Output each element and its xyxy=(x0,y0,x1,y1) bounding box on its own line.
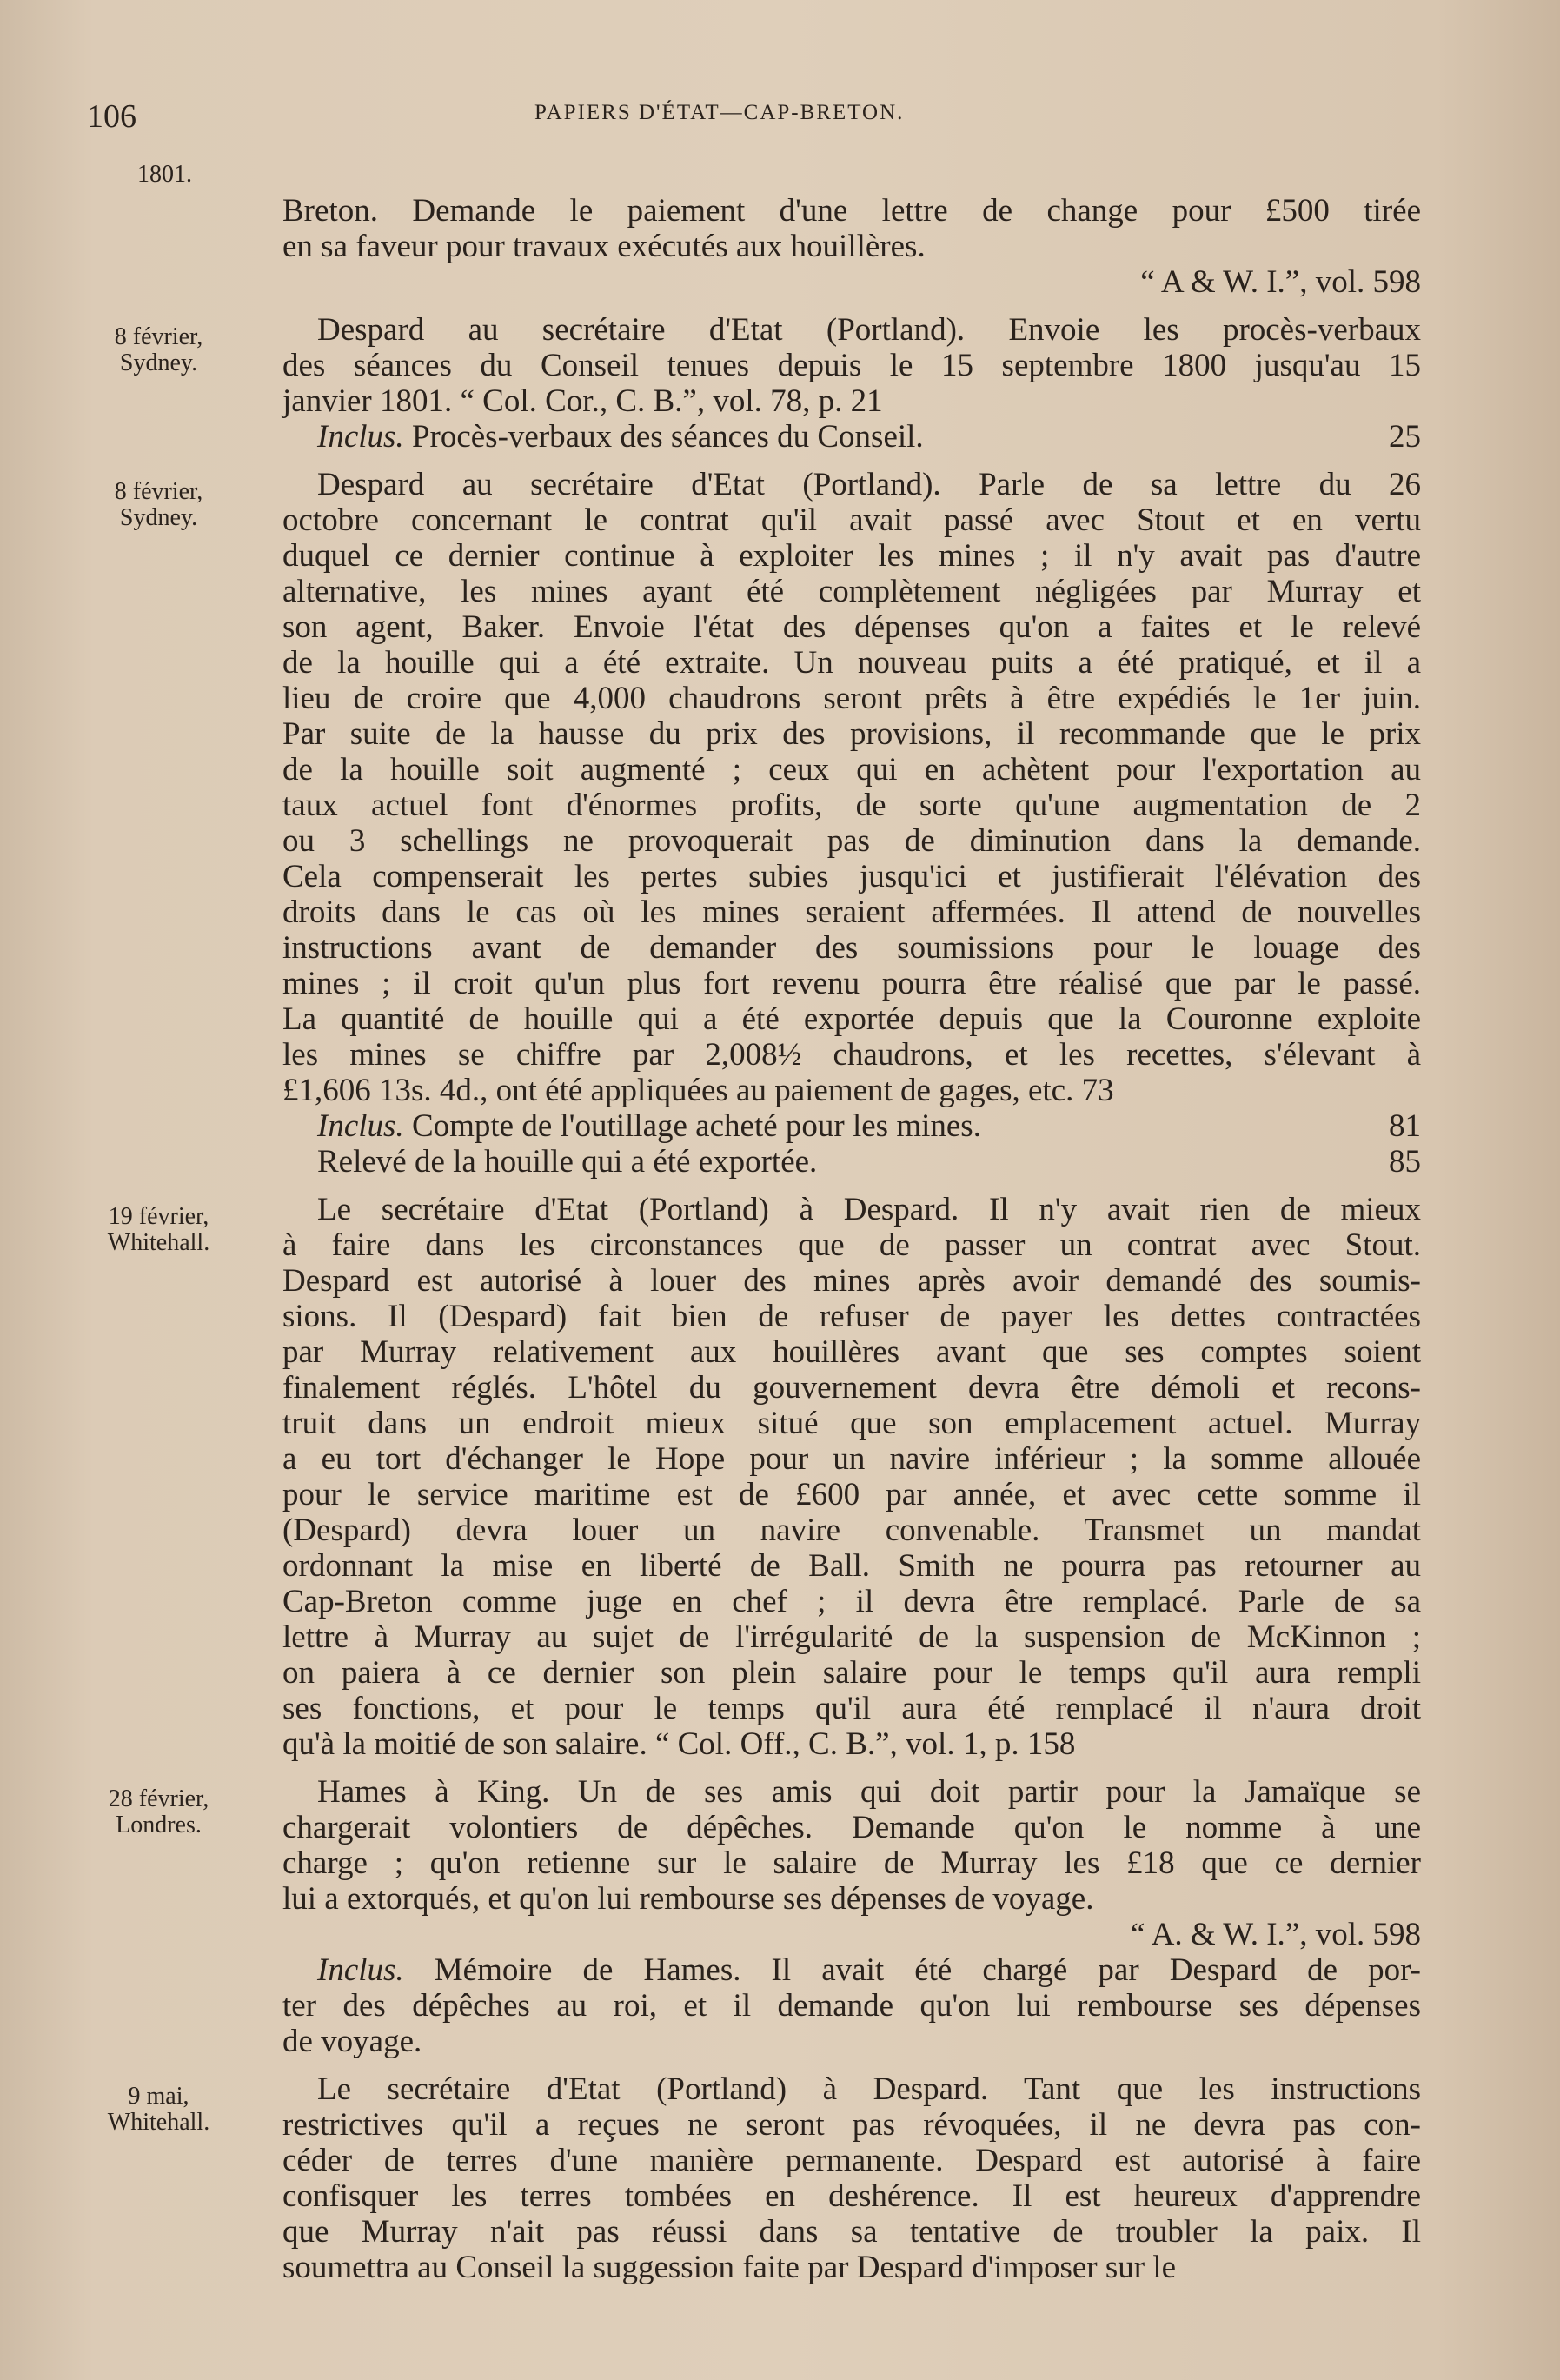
text-line: de la houille qui a été extraite. Un nouveau puits a été pratiqué, et il a xyxy=(282,645,1421,681)
enclosure-page: 85 xyxy=(1389,1144,1421,1180)
enclosure-text: de voyage. xyxy=(282,2024,422,2059)
enclosure-text: Compte de l'outillage acheté pour les mines. xyxy=(411,1108,981,1144)
archive-reference: “ A & W. I.”, vol. 598 xyxy=(1140,264,1421,300)
calendar-entry xyxy=(78,193,1486,300)
entry-date xyxy=(78,2084,239,2136)
enclosure-label: Inclus. xyxy=(317,1108,404,1144)
text-line: ses fonctions, et pour le temps qu'il aura été remplacé il n'aura droit xyxy=(282,1691,1421,1726)
text-line: instructions avant de demander des soumissions pour le louage des xyxy=(282,930,1421,966)
text-line: taux actuel font d'énormes profits, de sorte qu'une augmentation de 2 xyxy=(282,788,1421,823)
calendar-entry xyxy=(78,2071,1486,2285)
text-line: lettre à Murray au sujet de l'irrégularité de la suspension de McKinnon ; xyxy=(282,1619,1421,1655)
enclosure-line xyxy=(282,1108,1421,1144)
entry-date xyxy=(78,479,239,531)
text-line: sions. Il (Despard) fait bien de refuser de payer les dettes contractées xyxy=(282,1299,1421,1334)
text-line: Despard au secrétaire d'Etat (Portland). Parle de sa lettre du 26 xyxy=(317,467,1421,502)
enclosure-desc xyxy=(317,419,924,455)
text-line: mines ; il croit qu'un plus fort revenu pourra être réalisé que par le passé. xyxy=(282,966,1421,1001)
entry-text xyxy=(282,193,1421,300)
running-head: PAPIERS D'ÉTAT—CAP-BRETON. xyxy=(534,101,905,124)
enclosure-page: 81 xyxy=(1389,1108,1421,1144)
text-line: Despard au secrétaire d'Etat (Portland). Envoie les procès-verbaux xyxy=(317,312,1421,348)
text-line: en sa faveur pour travaux exécutés aux houillères. xyxy=(282,229,926,264)
text-line: on paiera à ce dernier son plein salaire pour le temps qu'il aura rempli xyxy=(282,1655,1421,1691)
text-line: (Despard) devra louer un navire convenable. Transmet un mandat xyxy=(282,1512,1421,1548)
entry-date-line: Sydney. xyxy=(119,349,198,376)
text-line: Cap-Breton comme juge en chef ; il devra être remplacé. Parle de sa xyxy=(282,1584,1421,1619)
enclosure-text: Relevé de la houille qui a été exportée. xyxy=(317,1144,818,1180)
text-line xyxy=(282,1952,1421,1988)
text-line: ou 3 schellings ne provoquerait pas de diminution dans la demande. xyxy=(282,823,1421,859)
text-line: charge ; qu'on retienne sur le salaire de Murray les £18 que ce dernier xyxy=(282,1845,1421,1881)
entry-date xyxy=(78,324,239,376)
entry-date-line: 9 mai, xyxy=(128,2083,189,2110)
text-line: les mines se chiffre par 2,008½ chaudrons, et les recettes, s'élevant à xyxy=(282,1037,1421,1073)
page-number: 106 xyxy=(87,98,136,135)
text-line: lui a extorqués, et qu'on lui rembourse ses dépenses de voyage. xyxy=(282,1881,1094,1917)
text-line: droits dans le cas où les mines seraient affermées. Il attend de nouvelles xyxy=(282,894,1421,930)
text-line: a eu tort d'échanger le Hope pour un navire inférieur ; la somme allouée xyxy=(282,1441,1421,1477)
text-line: octobre concernant le contrat qu'il avait passé avec Stout et en vertu xyxy=(282,502,1421,538)
entry-date-line: Sydney. xyxy=(119,504,198,531)
calendar-entries xyxy=(78,193,1486,2297)
text-line: Despard est autorisé à louer des mines après avoir demandé des soumis- xyxy=(282,1263,1421,1299)
text-line: Breton. Demande le paiement d'une lettre de change pour £500 tirée xyxy=(282,193,1421,229)
text-line xyxy=(282,1988,1421,2024)
text-line: confisquer les terres tombées en deshérence. Il est heureux d'apprendre xyxy=(282,2178,1421,2214)
enclosure-desc xyxy=(317,1144,817,1180)
entry-date xyxy=(78,1786,239,1838)
text-line: soumettra au Conseil la suggession faite par Despard d'imposer sur le xyxy=(282,2250,1177,2285)
text-line: La quantité de houille qui a été exportée depuis que la Couronne exploite xyxy=(282,1001,1421,1037)
page-header xyxy=(87,97,1473,141)
enclosure-desc xyxy=(317,1108,981,1144)
enclosure-text: Mémoire de Hames. Il avait été chargé par Despard de por- xyxy=(434,1952,1421,1988)
text-line: £1,606 13s. 4d., ont été appliquées au paiement de gages, etc. 73 xyxy=(282,1073,1114,1108)
text-line: de la houille soit augmenté ; ceux qui en achètent pour l'exportation au xyxy=(282,752,1421,788)
text-line: son agent, Baker. Envoie l'état des dépenses qu'on a faites et le relevé xyxy=(282,609,1421,645)
text-line: janvier 1801. “ Col. Cor., C. B.”, vol. 78, p. 21 xyxy=(282,383,883,419)
entry-date-line: 8 février, xyxy=(114,478,203,505)
calendar-entry xyxy=(78,1192,1486,1762)
enclosure-label: Inclus. xyxy=(317,419,404,455)
entry-text xyxy=(282,2071,1421,2285)
text-line: qu'à la moitié de son salaire. “ Col. Off., C. B.”, vol. 1, p. 158 xyxy=(282,1726,1076,1762)
text-line: finalement réglés. L'hôtel du gouvernement devra être démoli et recons- xyxy=(282,1370,1421,1406)
text-line: duquel ce dernier continue à exploiter les mines ; il n'y avait pas d'autre xyxy=(282,538,1421,574)
text-line: chargerait volontiers de dépêches. Demande qu'on le nomme à une xyxy=(282,1810,1421,1845)
text-line: Cela compenserait les pertes subies jusqu'ici et justifierait l'élévation des xyxy=(282,859,1421,894)
entry-text xyxy=(282,312,1421,455)
text-line: lieu de croire que 4,000 chaudrons seront prêts à être expédiés le 1er juin. xyxy=(282,681,1421,716)
enclosure-page: 25 xyxy=(1389,419,1421,455)
entry-date-line: Whitehall. xyxy=(107,1229,210,1256)
text-line: alternative, les mines ayant été complètement négligées par Murray et xyxy=(282,574,1421,609)
text-line: que Murray n'ait pas réussi dans sa tentative de troubler la paix. Il xyxy=(282,2214,1421,2250)
calendar-entry xyxy=(78,1774,1486,2059)
entry-date-line: 28 février, xyxy=(108,1785,209,1812)
enclosure-line xyxy=(282,1144,1421,1180)
year-label: 1801. xyxy=(137,161,192,188)
entry-date xyxy=(78,1204,239,1256)
enclosure-line xyxy=(282,419,1421,455)
archive-reference: “ A. & W. I.”, vol. 598 xyxy=(1130,1917,1421,1952)
entry-date-line: 8 février, xyxy=(114,323,203,350)
text-line: par Murray relativement aux houillères avant que ses comptes soient xyxy=(282,1334,1421,1370)
entry-text xyxy=(282,1192,1421,1762)
enclosure-text: ter des dépêches au roi, et il demande qu'on lui rembourse ses dépenses xyxy=(282,1988,1421,2024)
enclosure-text: Procès-verbaux des séances du Conseil. xyxy=(411,419,924,455)
entry-text xyxy=(282,1774,1421,2059)
entry-date-line: Whitehall. xyxy=(107,2109,210,2136)
entry-text xyxy=(282,467,1421,1180)
text-line: ordonnant la mise en liberté de Ball. Smith ne pourra pas retourner au xyxy=(282,1548,1421,1584)
text-line: Hames à King. Un de ses amis qui doit partir pour la Jamaïque se xyxy=(317,1774,1421,1810)
text-line: pour le service maritime est de £600 par année, et avec cette somme il xyxy=(282,1477,1421,1512)
text-line: céder de terres d'une manière permanente. Despard est autorisé à faire xyxy=(282,2143,1421,2178)
calendar-entry xyxy=(78,312,1486,455)
text-line: à faire dans les circonstances que de passer un contrat avec Stout. xyxy=(282,1227,1421,1263)
entry-date-line: Londres. xyxy=(116,1812,202,1838)
text-line: truit dans un endroit mieux situé que son emplacement actuel. Murray xyxy=(282,1406,1421,1441)
text-line: Le secrétaire d'Etat (Portland) à Despard. Il n'y avait rien de mieux xyxy=(317,1192,1421,1227)
calendar-entry xyxy=(78,467,1486,1180)
text-line: Par suite de la hausse du prix des provisions, il recommande que le prix xyxy=(282,716,1421,752)
enclosure-paragraph xyxy=(282,1952,1421,2059)
text-line: Le secrétaire d'Etat (Portland) à Despard. Tant que les instructions xyxy=(317,2071,1421,2107)
text-line: restrictives qu'il a reçues ne seront pas révoquées, il ne devra pas con- xyxy=(282,2107,1421,2143)
text-line: des séances du Conseil tenues depuis le 15 septembre 1800 jusqu'au 15 xyxy=(282,348,1421,383)
text-line xyxy=(282,2024,1421,2059)
enclosure-label: Inclus. xyxy=(317,1952,404,1988)
entry-date-line: 19 février, xyxy=(108,1203,209,1230)
